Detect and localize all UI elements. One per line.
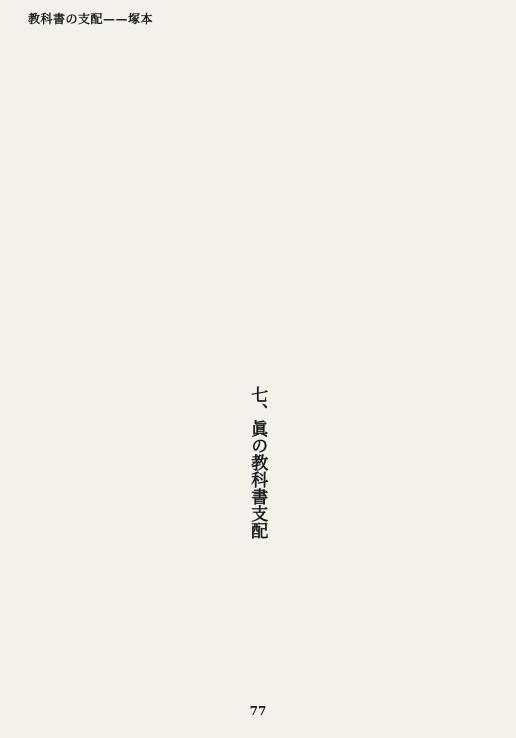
- text-column: [316, 40, 331, 348]
- text-column: [441, 366, 456, 678]
- text-column: [225, 366, 240, 678]
- text-column: [358, 40, 373, 348]
- text-column: [358, 366, 373, 678]
- text-column: [79, 366, 94, 678]
- text-column: [86, 40, 101, 348]
- text-column: [295, 40, 310, 348]
- text-column: [379, 40, 394, 348]
- text-tier-lower: [30, 366, 498, 678]
- text-column: [232, 40, 247, 348]
- text-column: [274, 366, 289, 678]
- running-head: 教科書の支配——塚本: [28, 12, 154, 26]
- text-column: [100, 366, 115, 678]
- text-column: [337, 366, 352, 678]
- text-column: [483, 40, 498, 348]
- text-column: [274, 40, 289, 348]
- text-column: [462, 40, 477, 348]
- text-column: [483, 366, 498, 678]
- text-column: [211, 40, 226, 348]
- text-column: [441, 40, 456, 348]
- text-column: [170, 40, 185, 348]
- text-column: [253, 40, 268, 348]
- text-column: [420, 366, 435, 678]
- text-column: [58, 366, 73, 678]
- text-column: [149, 40, 164, 348]
- text-column: [37, 366, 52, 678]
- text-column: [420, 40, 435, 348]
- text-column: [107, 40, 122, 348]
- text-column: [128, 40, 143, 348]
- text-column: [204, 366, 219, 678]
- text-column: [191, 40, 206, 348]
- text-column: [121, 366, 136, 678]
- text-column: [163, 366, 178, 678]
- text-column: [184, 366, 199, 678]
- text-column: [295, 366, 310, 678]
- text-column: [65, 40, 80, 348]
- text-column: [316, 366, 331, 678]
- text-column: [337, 40, 352, 348]
- text-column: [379, 366, 394, 678]
- text-tier-upper: [30, 40, 498, 348]
- text-column: [399, 366, 414, 678]
- section-heading: 七、眞の教科書支配: [247, 386, 268, 539]
- text-column: [399, 40, 414, 348]
- text-column: [462, 366, 477, 678]
- text-column: [142, 366, 157, 678]
- page-number: 77: [249, 704, 267, 718]
